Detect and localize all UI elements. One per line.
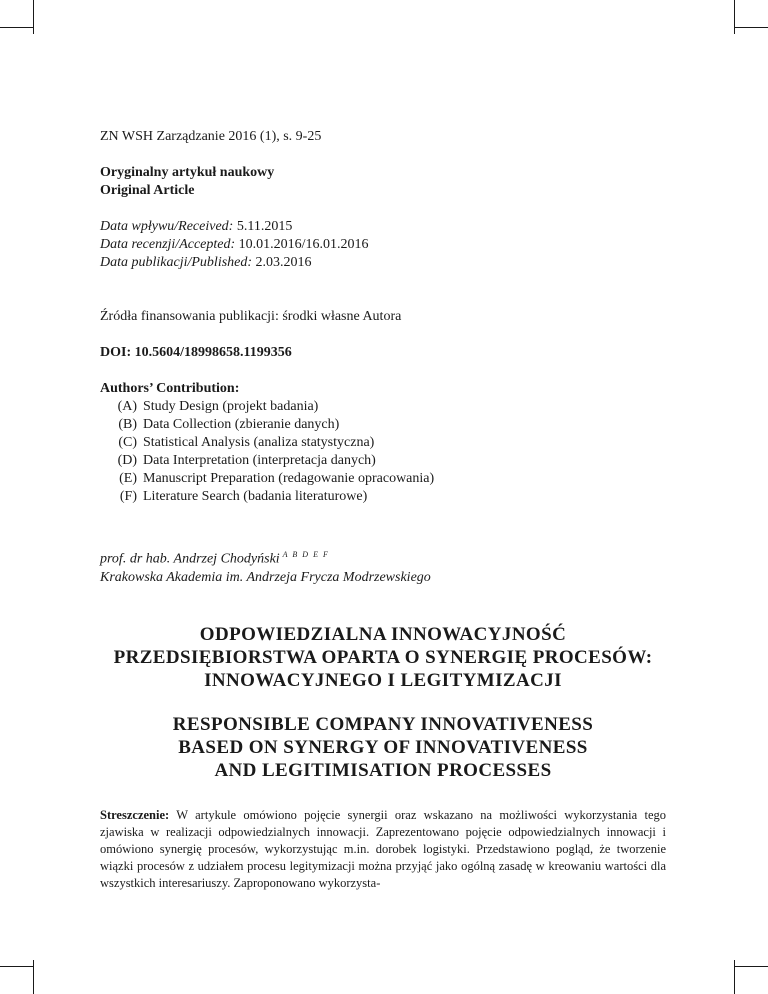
title-polish: ODPOWIEDZIALNA INNOWACYJNOŚĆ PRZEDSIĘBIORSTWA OPARTA O SYNERGIĘ PROCESÓW: INNOWACYJNEGO I LEGITYMIZACJI <box>113 623 653 691</box>
crop-mark-bottom-right-v <box>734 960 735 994</box>
article-type-en: Original Article <box>100 183 195 198</box>
crop-mark-top-right-h <box>734 27 768 28</box>
author-contrib-codes: A B D E F <box>282 550 330 559</box>
contribution-item: (C) Statistical Analysis (analiza statystyczna) <box>118 435 375 450</box>
crop-mark-bottom-left-v <box>33 960 34 994</box>
crop-mark-bottom-right-h <box>734 966 768 967</box>
contribution-list <box>100 398 666 506</box>
contribution-item: (E) Manuscript Preparation (redagowanie opracowania) <box>119 471 435 486</box>
doi: DOI: 10.5604/18998658.1199356 <box>100 345 292 360</box>
abstract <box>100 807 666 892</box>
author-name: prof. dr hab. Andrzej Chodyński $^{A B D E F}$ <box>100 550 330 567</box>
crop-mark-top-left-v <box>33 0 34 34</box>
contribution-item: (A) Study Design (projekt badania) <box>117 399 319 414</box>
contribution-item: (F) Literature Search (badania literaturowe) <box>119 489 368 504</box>
article-type <box>100 164 666 200</box>
abstract-text: W artykule omówiono pojęcie synergii oraz wskazano na możliwości wykorzystania tego zjawiska w realizacji odpowiedzialnych innowacji. Zaprezentowano pojęcie odpowiedzialnych innowacji i omówiono synergię procesów, wykorzystując m.in. dorobek logistyki. Przedstawiono pogląd, że tworzenie wiązki procesów z udziałem procesu legitymizacji można przyjąć jako ogólną zasadę w kreowaniu wartości dla wszystkich interesariuszy. Zaproponowano wykorzysta- <box>100 807 666 890</box>
journal-line: ZN WSH Zarządzanie 2016 (1), s. 9-25 <box>100 129 322 144</box>
crop-mark-top-left-h <box>0 27 34 28</box>
title-english: RESPONSIBLE COMPANY INNOVATIVENESS BASED ON SYNERGY OF INNOVATIVENESS AND LEGITIMISATION PROCESSES <box>172 713 594 781</box>
crop-mark-bottom-left-h <box>0 966 34 967</box>
contribution-item: (D) Data Interpretation (interpretacja danych) <box>117 453 376 468</box>
contribution-item: (B) Data Collection (zbieranie danych) <box>118 417 340 432</box>
dates-block <box>100 218 666 272</box>
article-type-pl: Oryginalny artykuł naukowy <box>100 165 275 180</box>
crop-mark-top-right-v <box>734 0 735 34</box>
funding-source: Źródła finansowania publikacji: środki własne Autora <box>100 309 402 324</box>
author-affiliation: Krakowska Akademia im. Andrzeja Frycza Modrzewskiego <box>100 569 431 585</box>
date-accepted: Data recenzji/Accepted: 10.01.2016/16.01.2016 <box>100 237 369 252</box>
author-block <box>100 546 666 587</box>
authors-contribution <box>100 380 666 506</box>
contribution-heading: Authors’ Contribution: <box>100 381 240 396</box>
page-content <box>100 128 666 892</box>
abstract-label: Streszczenie: <box>100 807 170 822</box>
date-received: Data wpływu/Received: 5.11.2015 <box>100 219 293 234</box>
date-published: Data publikacji/Published: 2.03.2016 <box>100 255 312 270</box>
